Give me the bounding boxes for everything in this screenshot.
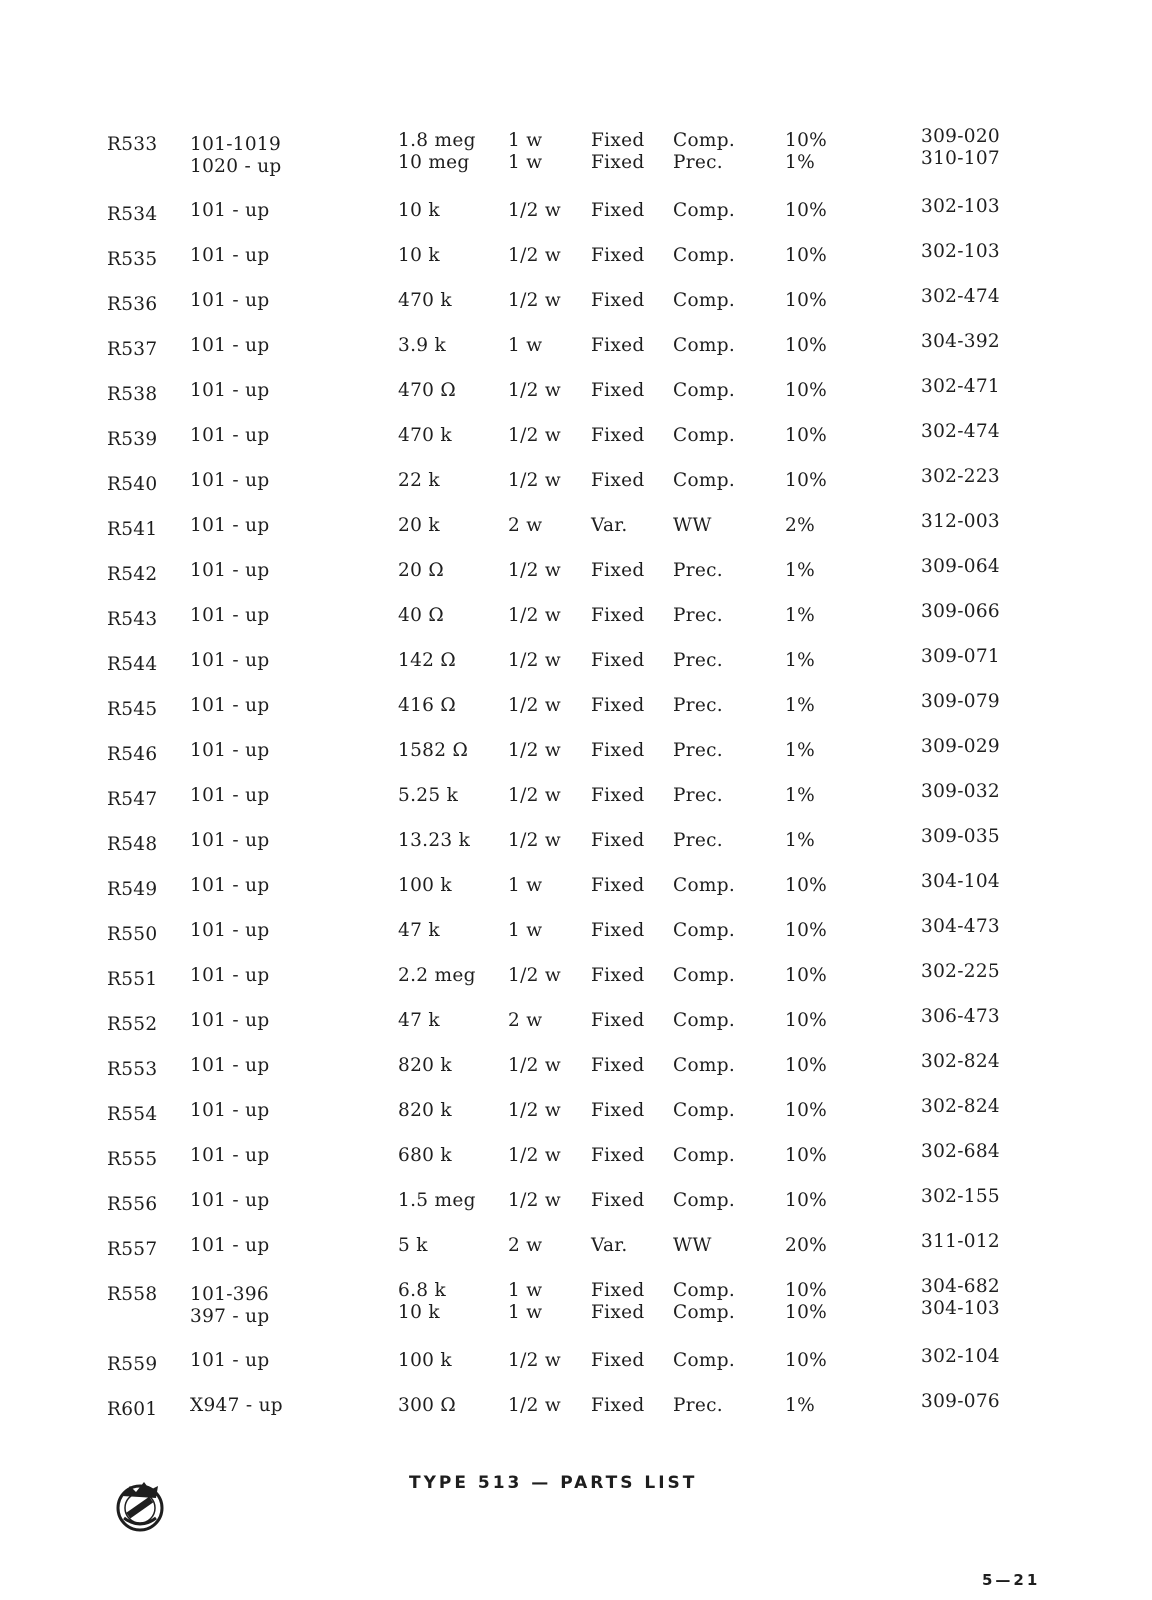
tolerance: 10% <box>785 335 828 356</box>
tolerance: 2% <box>785 515 815 536</box>
construction: Comp. <box>673 130 736 151</box>
construction: Prec. <box>673 740 723 761</box>
resistor-type: Fixed <box>591 152 645 173</box>
circuit-ref: R543 <box>107 609 158 630</box>
resistance-value: 142 Ω <box>398 650 457 671</box>
tolerance: 10% <box>785 1350 828 1371</box>
construction: Comp. <box>673 875 736 896</box>
tolerance: 10% <box>785 875 828 896</box>
circuit-ref: R554 <box>107 1104 158 1125</box>
construction: WW <box>673 515 712 536</box>
construction: Comp. <box>673 290 736 311</box>
serial-range: 101 - up <box>190 605 270 626</box>
serial-range: 101 - up <box>190 1145 270 1166</box>
wattage: 1/2 w <box>508 650 561 671</box>
wattage: 1/2 w <box>508 695 561 716</box>
serial-range: 101 - up <box>190 785 270 806</box>
resistor-type: Fixed <box>591 965 645 986</box>
circuit-ref: R535 <box>107 249 158 270</box>
resistor-type: Fixed <box>591 1145 645 1166</box>
construction: Prec. <box>673 1395 723 1416</box>
tolerance: 10% <box>785 290 828 311</box>
part-number: 309-079 <box>921 691 1000 712</box>
resistor-type: Fixed <box>591 425 645 446</box>
wattage: 1/2 w <box>508 200 561 221</box>
serial-range: 101 - up <box>190 245 270 266</box>
resistor-type: Fixed <box>591 605 645 626</box>
circuit-ref: R549 <box>107 879 158 900</box>
footer-title: TYPE 513 — PARTS LIST <box>409 1473 698 1493</box>
serial-range: 101 - up <box>190 380 270 401</box>
wattage: 1/2 w <box>508 740 561 761</box>
resistance-value: 22 k <box>398 470 440 491</box>
circuit-ref: R550 <box>107 924 158 945</box>
tolerance: 10% <box>785 200 828 221</box>
resistance-value: 5 k <box>398 1235 428 1256</box>
wattage: 2 w <box>508 515 543 536</box>
construction: Comp. <box>673 1302 736 1323</box>
circuit-ref: R555 <box>107 1149 158 1170</box>
tolerance: 10% <box>785 920 828 941</box>
part-number: 302-684 <box>921 1141 1000 1162</box>
wattage: 1 w <box>508 130 543 151</box>
resistance-value: 6.8 k <box>398 1280 447 1301</box>
resistance-value: 10 k <box>398 245 440 266</box>
part-number: 302-474 <box>921 421 1000 442</box>
resistor-type: Fixed <box>591 740 645 761</box>
wattage: 1/2 w <box>508 1395 561 1416</box>
part-number: 310-107 <box>921 148 1000 169</box>
circuit-ref: R548 <box>107 834 158 855</box>
construction: Comp. <box>673 1100 736 1121</box>
construction: Comp. <box>673 335 736 356</box>
serial-range: 101-396 <box>190 1284 269 1305</box>
resistor-type: Fixed <box>591 560 645 581</box>
construction: Prec. <box>673 650 723 671</box>
serial-range: 397 - up <box>190 1306 270 1327</box>
serial-range: 101 - up <box>190 335 270 356</box>
tolerance: 10% <box>785 380 828 401</box>
part-number: 311-012 <box>921 1231 1000 1252</box>
resistance-value: 416 Ω <box>398 695 457 716</box>
construction: Comp. <box>673 380 736 401</box>
tolerance: 1% <box>785 605 815 626</box>
tolerance: 10% <box>785 1302 828 1323</box>
resistance-value: 470 k <box>398 290 452 311</box>
serial-range: 101 - up <box>190 1190 270 1211</box>
resistor-type: Fixed <box>591 920 645 941</box>
resistor-type: Var. <box>591 1235 628 1256</box>
wattage: 1 w <box>508 1280 543 1301</box>
tolerance: 1% <box>785 152 815 173</box>
resistor-type: Fixed <box>591 1055 645 1076</box>
circuit-ref: R542 <box>107 564 158 585</box>
construction: Comp. <box>673 470 736 491</box>
wattage: 1/2 w <box>508 470 561 491</box>
construction: Comp. <box>673 1280 736 1301</box>
serial-range: 101 - up <box>190 1100 270 1121</box>
wattage: 1/2 w <box>508 290 561 311</box>
circuit-ref: R534 <box>107 204 158 225</box>
part-number: 302-824 <box>921 1096 1000 1117</box>
resistance-value: 10 meg <box>398 152 470 173</box>
construction: Comp. <box>673 425 736 446</box>
resistance-value: 470 k <box>398 425 452 446</box>
wattage: 1/2 w <box>508 1350 561 1371</box>
circuit-ref: R540 <box>107 474 158 495</box>
serial-range: 1020 - up <box>190 156 282 177</box>
part-number: 309-076 <box>921 1391 1000 1412</box>
part-number: 302-824 <box>921 1051 1000 1072</box>
resistance-value: 47 k <box>398 920 440 941</box>
resistance-value: 1.5 meg <box>398 1190 476 1211</box>
tolerance: 10% <box>785 1055 828 1076</box>
tolerance: 10% <box>785 1280 828 1301</box>
serial-range: 101 - up <box>190 1010 270 1031</box>
part-number: 302-155 <box>921 1186 1000 1207</box>
resistance-value: 40 Ω <box>398 605 444 626</box>
tolerance: 1% <box>785 560 815 581</box>
tolerance: 1% <box>785 695 815 716</box>
tolerance: 10% <box>785 470 828 491</box>
resistance-value: 680 k <box>398 1145 452 1166</box>
part-number: 302-471 <box>921 376 1000 397</box>
serial-range: 101-1019 <box>190 134 282 155</box>
circuit-ref: R553 <box>107 1059 158 1080</box>
resistance-value: 1.8 meg <box>398 130 476 151</box>
circuit-ref: R601 <box>107 1399 158 1420</box>
circuit-ref: R547 <box>107 789 158 810</box>
part-number: 304-392 <box>921 331 1000 352</box>
construction: Comp. <box>673 965 736 986</box>
part-number: 302-225 <box>921 961 1000 982</box>
circuit-ref: R556 <box>107 1194 158 1215</box>
serial-range: 101 - up <box>190 425 270 446</box>
serial-range: 101 - up <box>190 200 270 221</box>
resistor-type: Fixed <box>591 1350 645 1371</box>
circuit-ref: R537 <box>107 339 158 360</box>
serial-range: 101 - up <box>190 650 270 671</box>
wattage: 1/2 w <box>508 560 561 581</box>
part-number: 309-071 <box>921 646 1000 667</box>
part-number: 304-682 <box>921 1276 1000 1297</box>
wattage: 1/2 w <box>508 785 561 806</box>
wattage: 1 w <box>508 152 543 173</box>
wattage: 1 w <box>508 920 543 941</box>
resistor-type: Fixed <box>591 785 645 806</box>
part-number: 309-066 <box>921 601 1000 622</box>
tolerance: 10% <box>785 1010 828 1031</box>
circuit-ref: R552 <box>107 1014 158 1035</box>
wattage: 1/2 w <box>508 965 561 986</box>
serial-range: 101 - up <box>190 965 270 986</box>
circuit-ref: R559 <box>107 1354 158 1375</box>
circuit-ref: R551 <box>107 969 158 990</box>
construction: Comp. <box>673 1190 736 1211</box>
construction: Prec. <box>673 560 723 581</box>
resistor-type: Fixed <box>591 695 645 716</box>
construction: Prec. <box>673 695 723 716</box>
resistor-type: Fixed <box>591 380 645 401</box>
resistance-value: 20 k <box>398 515 440 536</box>
part-number: 302-223 <box>921 466 1000 487</box>
wattage: 2 w <box>508 1010 543 1031</box>
resistance-value: 3.9 k <box>398 335 447 356</box>
serial-range: 101 - up <box>190 695 270 716</box>
tolerance: 1% <box>785 740 815 761</box>
resistance-value: 47 k <box>398 1010 440 1031</box>
construction: Comp. <box>673 1350 736 1371</box>
tolerance: 1% <box>785 650 815 671</box>
serial-range: 101 - up <box>190 1235 270 1256</box>
tolerance: 10% <box>785 1190 828 1211</box>
circuit-ref: R545 <box>107 699 158 720</box>
resistance-value: 10 k <box>398 1302 440 1323</box>
circuit-ref: R557 <box>107 1239 158 1260</box>
construction: Comp. <box>673 920 736 941</box>
serial-range: 101 - up <box>190 1350 270 1371</box>
resistor-type: Fixed <box>591 1190 645 1211</box>
circuit-ref: R538 <box>107 384 158 405</box>
circuit-ref: R539 <box>107 429 158 450</box>
wattage: 1/2 w <box>508 830 561 851</box>
resistance-value: 2.2 meg <box>398 965 476 986</box>
construction: Prec. <box>673 152 723 173</box>
resistor-type: Fixed <box>591 200 645 221</box>
serial-range: X947 - up <box>190 1395 283 1416</box>
construction: Comp. <box>673 1055 736 1076</box>
construction: Comp. <box>673 200 736 221</box>
wattage: 1 w <box>508 875 543 896</box>
serial-range: 101 - up <box>190 515 270 536</box>
resistance-value: 820 k <box>398 1100 452 1121</box>
construction: Prec. <box>673 830 723 851</box>
resistance-value: 5.25 k <box>398 785 459 806</box>
resistance-value: 1582 Ω <box>398 740 469 761</box>
resistance-value: 20 Ω <box>398 560 444 581</box>
construction: Comp. <box>673 245 736 266</box>
serial-range: 101 - up <box>190 290 270 311</box>
wattage: 1 w <box>508 1302 543 1323</box>
circuit-ref: R533 <box>107 134 158 155</box>
circuit-ref: R546 <box>107 744 158 765</box>
resistor-type: Fixed <box>591 1010 645 1031</box>
page-number: 5—21 <box>982 1571 1041 1589</box>
serial-range: 101 - up <box>190 830 270 851</box>
resistor-type: Fixed <box>591 1280 645 1301</box>
wattage: 1/2 w <box>508 605 561 626</box>
tolerance: 10% <box>785 425 828 446</box>
resistance-value: 10 k <box>398 200 440 221</box>
part-number: 302-104 <box>921 1346 1000 1367</box>
wattage: 1/2 w <box>508 1055 561 1076</box>
serial-range: 101 - up <box>190 875 270 896</box>
wattage: 1/2 w <box>508 1145 561 1166</box>
resistor-type: Fixed <box>591 470 645 491</box>
wattage: 1/2 w <box>508 245 561 266</box>
resistance-value: 300 Ω <box>398 1395 457 1416</box>
construction: Prec. <box>673 785 723 806</box>
tektronix-logo-icon <box>112 1478 168 1534</box>
wattage: 1/2 w <box>508 1190 561 1211</box>
construction: WW <box>673 1235 712 1256</box>
resistor-type: Fixed <box>591 290 645 311</box>
tolerance: 1% <box>785 830 815 851</box>
resistance-value: 100 k <box>398 1350 452 1371</box>
serial-range: 101 - up <box>190 920 270 941</box>
wattage: 2 w <box>508 1235 543 1256</box>
tolerance: 10% <box>785 1100 828 1121</box>
part-number: 304-473 <box>921 916 1000 937</box>
circuit-ref: R544 <box>107 654 158 675</box>
resistor-type: Fixed <box>591 1100 645 1121</box>
serial-range: 101 - up <box>190 470 270 491</box>
tolerance: 10% <box>785 1145 828 1166</box>
wattage: 1/2 w <box>508 425 561 446</box>
circuit-ref: R541 <box>107 519 158 540</box>
tektronix-logo <box>112 1478 168 1534</box>
tolerance: 10% <box>785 965 828 986</box>
part-number: 309-032 <box>921 781 1000 802</box>
part-number: 309-029 <box>921 736 1000 757</box>
resistor-type: Fixed <box>591 245 645 266</box>
construction: Prec. <box>673 605 723 626</box>
resistor-type: Fixed <box>591 335 645 356</box>
part-number: 309-035 <box>921 826 1000 847</box>
circuit-ref: R558 <box>107 1284 158 1305</box>
wattage: 1/2 w <box>508 380 561 401</box>
part-number: 304-104 <box>921 871 1000 892</box>
part-number: 309-020 <box>921 126 1000 147</box>
tolerance: 1% <box>785 785 815 806</box>
tolerance: 10% <box>785 130 828 151</box>
resistance-value: 820 k <box>398 1055 452 1076</box>
resistor-type: Fixed <box>591 650 645 671</box>
part-number: 304-103 <box>921 1298 1000 1319</box>
serial-range: 101 - up <box>190 560 270 581</box>
resistor-type: Fixed <box>591 130 645 151</box>
construction: Comp. <box>673 1145 736 1166</box>
tolerance: 20% <box>785 1235 828 1256</box>
tolerance: 1% <box>785 1395 815 1416</box>
part-number: 302-474 <box>921 286 1000 307</box>
resistor-type: Fixed <box>591 830 645 851</box>
circuit-ref: R536 <box>107 294 158 315</box>
part-number: 312-003 <box>921 511 1000 532</box>
resistor-type: Var. <box>591 515 628 536</box>
part-number: 302-103 <box>921 241 1000 262</box>
serial-range: 101 - up <box>190 1055 270 1076</box>
resistance-value: 13.23 k <box>398 830 471 851</box>
wattage: 1 w <box>508 335 543 356</box>
resistor-type: Fixed <box>591 1395 645 1416</box>
serial-range: 101 - up <box>190 740 270 761</box>
construction: Comp. <box>673 1010 736 1031</box>
tolerance: 10% <box>785 245 828 266</box>
part-number: 302-103 <box>921 196 1000 217</box>
resistor-type: Fixed <box>591 1302 645 1323</box>
resistance-value: 470 Ω <box>398 380 457 401</box>
wattage: 1/2 w <box>508 1100 561 1121</box>
part-number: 306-473 <box>921 1006 1000 1027</box>
part-number: 309-064 <box>921 556 1000 577</box>
resistance-value: 100 k <box>398 875 452 896</box>
resistor-type: Fixed <box>591 875 645 896</box>
